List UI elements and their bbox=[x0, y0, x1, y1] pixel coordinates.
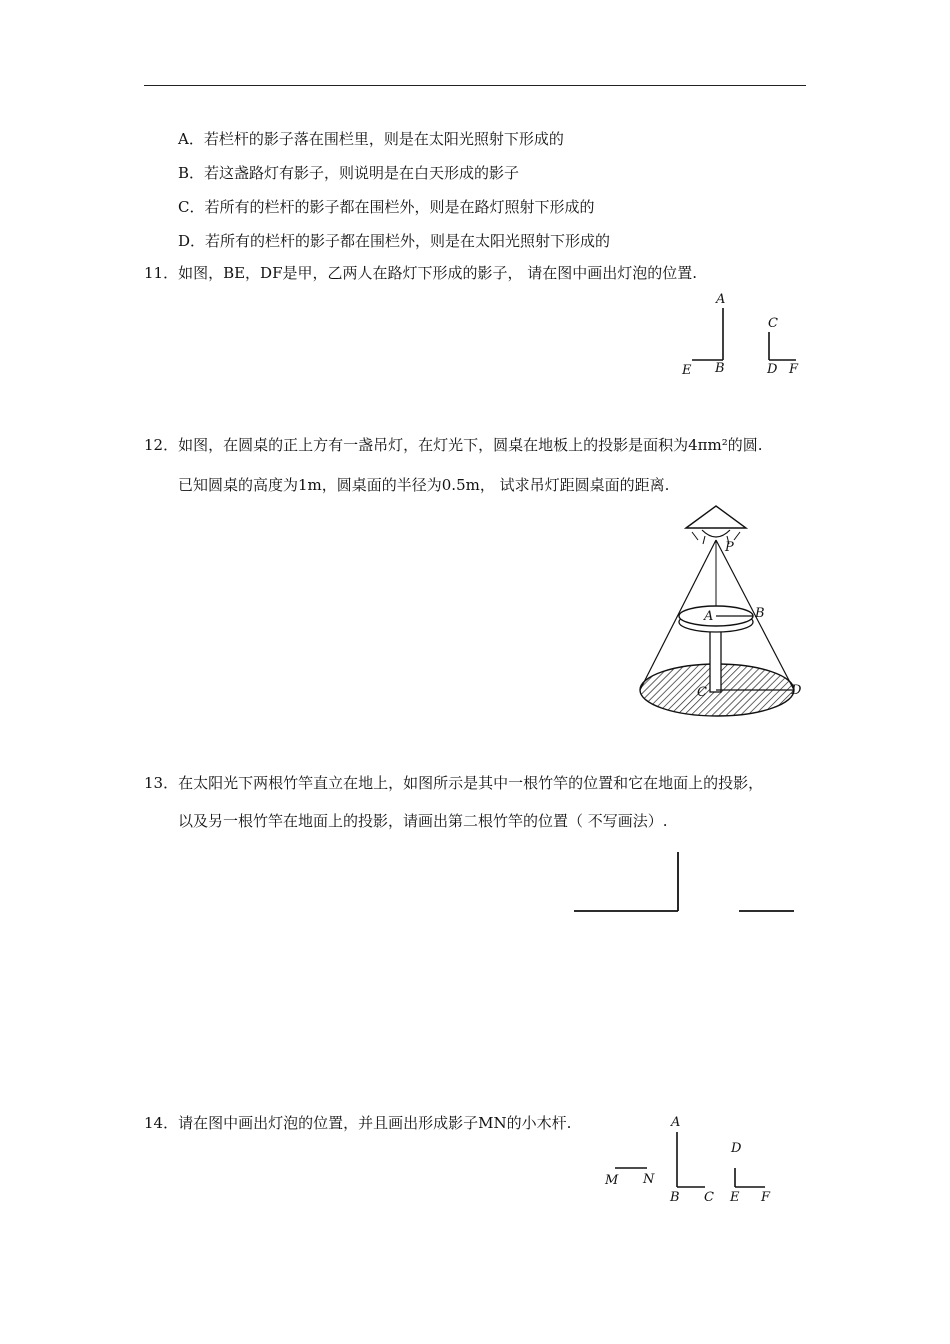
label-d: D bbox=[731, 1141, 742, 1156]
label-b: B bbox=[755, 606, 765, 621]
question-13-line1: 13．在太阳光下两根竹竿直立在地上，如图所示是其中一根竹竿的位置和它在地面上的投影， bbox=[144, 774, 764, 792]
label-a: A bbox=[671, 1115, 681, 1130]
question-14-figure bbox=[595, 1108, 795, 1208]
option-a: A．若栏杆的影子落在围栏里，则是在太阳光照射下形成的 bbox=[178, 130, 564, 148]
label-a: A bbox=[716, 292, 726, 307]
label-c: C bbox=[704, 1190, 714, 1205]
label-d: D bbox=[767, 362, 778, 377]
option-c: C．若所有的栏杆的影子都在围栏外，则是在路灯照射下形成的 bbox=[178, 198, 595, 216]
label-f: F bbox=[761, 1190, 771, 1205]
lamp-bulb bbox=[702, 530, 730, 537]
label-b: B bbox=[715, 361, 725, 376]
question-13-line2: 以及另一根竹竿在地面上的投影，请画出第二根竹竿的位置（ 不写画法）. bbox=[178, 812, 668, 830]
question-12-line1: 12．如图，在圆桌的正上方有一盏吊灯，在灯光下，圆桌在地板上的投影是面积为4πm²的圆. bbox=[144, 436, 763, 454]
label-a: A bbox=[704, 609, 714, 624]
question-13-figure bbox=[560, 840, 810, 920]
lamp-shade bbox=[686, 506, 746, 528]
label-b: B bbox=[670, 1190, 680, 1205]
label-e: E bbox=[682, 363, 692, 378]
label-c: C bbox=[697, 685, 707, 700]
label-d: D bbox=[791, 683, 802, 698]
label-p: P bbox=[725, 540, 734, 555]
question-12-figure bbox=[630, 500, 820, 750]
question-11-text: 11．如图，BE，DF是甲，乙两人在路灯下形成的影子， 请在图中画出灯泡的位置. bbox=[144, 264, 698, 282]
label-n: N bbox=[643, 1172, 655, 1187]
header-rule bbox=[144, 85, 806, 86]
label-e: E bbox=[730, 1190, 740, 1205]
question-12-line2: 已知圆桌的高度为1m，圆桌面的半径为0.5m， 试求吊灯距圆桌面的距离. bbox=[178, 476, 670, 494]
label-c: C bbox=[768, 316, 778, 331]
label-m: M bbox=[605, 1173, 619, 1188]
option-d: D．若所有的栏杆的影子都在围栏外，则是在太阳光照射下形成的 bbox=[178, 232, 611, 250]
question-14-text: 14．请在图中画出灯泡的位置，并且画出形成影子MN的小木杆. bbox=[144, 1114, 572, 1132]
option-b: B．若这盏路灯有影子，则说明是在白天形成的影子 bbox=[178, 164, 520, 182]
label-f: F bbox=[789, 362, 799, 377]
question-11-figure bbox=[670, 290, 820, 385]
